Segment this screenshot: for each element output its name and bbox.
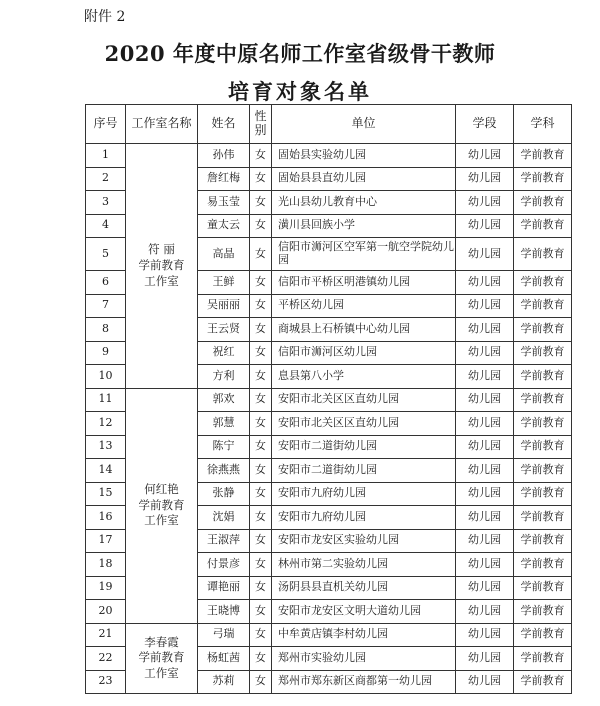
cell-unit: 安阳市九府幼儿园: [272, 482, 456, 506]
cell-stage: 幼儿园: [456, 647, 514, 671]
cell-stage: 幼儿园: [456, 191, 514, 215]
cell-no: 12: [86, 412, 126, 436]
cell-subject: 学前教育: [514, 435, 572, 459]
cell-no: 16: [86, 506, 126, 530]
cell-sex: 女: [250, 167, 272, 191]
cell-subject: 学前教育: [514, 214, 572, 238]
cell-stage: 幼儿园: [456, 365, 514, 389]
cell-name: 王淑萍: [198, 529, 250, 553]
studio-name-line: 符 丽: [148, 242, 175, 257]
studio-name-line: 工作室: [144, 513, 179, 528]
cell-subject: 学前教育: [514, 144, 572, 168]
table-row: [86, 388, 572, 412]
cell-stage: 幼儿园: [456, 388, 514, 412]
cell-sex: 女: [250, 318, 272, 342]
studio-name-line: 李春霞: [144, 634, 179, 649]
header-stage: 学段: [456, 105, 514, 144]
cell-name: 郭慧: [198, 412, 250, 436]
header-unit: 单位: [272, 105, 456, 144]
cell-sex: 女: [250, 435, 272, 459]
cell-unit: 安阳市北关区区直幼儿园: [272, 412, 456, 436]
cell-name: 付景彦: [198, 553, 250, 577]
cell-name: 易玉莹: [198, 191, 250, 215]
document-subtitle: 培育对象名单: [228, 79, 372, 104]
cell-sex: 女: [250, 576, 272, 600]
trainee-table: [85, 104, 572, 694]
cell-sex: 女: [250, 341, 272, 365]
cell-stage: 幼儿园: [456, 623, 514, 647]
cell-no: 7: [86, 294, 126, 318]
header-studio: 工作室名称: [126, 105, 198, 144]
cell-name: 弓瑞: [198, 623, 250, 647]
cell-name: 张静: [198, 482, 250, 506]
cell-subject: 学前教育: [514, 623, 572, 647]
cell-name: 谭艳丽: [198, 576, 250, 600]
cell-subject: 学前教育: [514, 318, 572, 342]
cell-sex: 女: [250, 294, 272, 318]
cell-no: 20: [86, 600, 126, 624]
cell-stage: 幼儿园: [456, 412, 514, 436]
cell-unit: 安阳市二道街幼儿园: [272, 435, 456, 459]
cell-subject: 学前教育: [514, 670, 572, 694]
cell-unit: 信阳市浉河区空军第一航空学院幼儿园: [272, 238, 456, 271]
cell-studio: [126, 388, 198, 623]
cell-unit: 光山县幼儿教育中心: [272, 191, 456, 215]
cell-sex: 女: [250, 271, 272, 295]
cell-unit: 商城县上石桥镇中心幼儿园: [272, 318, 456, 342]
studio-name-line: 工作室: [144, 273, 179, 288]
header-sex: 性别: [250, 105, 272, 144]
cell-no: 18: [86, 553, 126, 577]
cell-name: 陈宁: [198, 435, 250, 459]
cell-subject: 学前教育: [514, 341, 572, 365]
cell-name: 沈娟: [198, 506, 250, 530]
cell-unit: 林州市第二实验幼儿园: [272, 553, 456, 577]
header-subject: 学科: [514, 105, 572, 144]
cell-unit: 安阳市北关区区直幼儿园: [272, 388, 456, 412]
cell-stage: 幼儿园: [456, 318, 514, 342]
cell-name: 王鲜: [198, 271, 250, 295]
cell-stage: 幼儿园: [456, 482, 514, 506]
cell-unit: 潢川县回族小学: [272, 214, 456, 238]
cell-sex: 女: [250, 214, 272, 238]
cell-subject: 学前教育: [514, 529, 572, 553]
cell-studio: [126, 623, 198, 694]
cell-unit: 固始县县直幼儿园: [272, 167, 456, 191]
cell-stage: 幼儿园: [456, 238, 514, 271]
cell-stage: 幼儿园: [456, 459, 514, 483]
cell-no: 17: [86, 529, 126, 553]
cell-sex: 女: [250, 388, 272, 412]
cell-subject: 学前教育: [514, 600, 572, 624]
cell-no: 14: [86, 459, 126, 483]
cell-no: 9: [86, 341, 126, 365]
cell-unit: 安阳市九府幼儿园: [272, 506, 456, 530]
cell-name: 郭欢: [198, 388, 250, 412]
cell-unit: 汤阴县县直机关幼儿园: [272, 576, 456, 600]
cell-unit: 平桥区幼儿园: [272, 294, 456, 318]
cell-subject: 学前教育: [514, 459, 572, 483]
studio-name-line: 工作室: [144, 666, 179, 680]
cell-unit: 中牟黄店镇李村幼儿园: [272, 623, 456, 647]
cell-no: 4: [86, 214, 126, 238]
cell-sex: 女: [250, 647, 272, 671]
cell-stage: 幼儿园: [456, 600, 514, 624]
cell-unit: 固始县实验幼儿园: [272, 144, 456, 168]
cell-subject: 学前教育: [514, 365, 572, 389]
header-name: 姓名: [198, 105, 250, 144]
cell-no: 22: [86, 647, 126, 671]
cell-stage: 幼儿园: [456, 341, 514, 365]
cell-unit: 信阳市平桥区明港镇幼儿园: [272, 271, 456, 295]
cell-no: 5: [86, 238, 126, 271]
cell-no: 6: [86, 271, 126, 295]
studio-name-line: 何红艳: [144, 482, 179, 497]
cell-name: 徐燕燕: [198, 459, 250, 483]
cell-unit: 安阳市龙安区实验幼儿园: [272, 529, 456, 553]
cell-sex: 女: [250, 482, 272, 506]
cell-unit: 郑州市实验幼儿园: [272, 647, 456, 671]
cell-subject: 学前教育: [514, 271, 572, 295]
cell-name: 吴丽丽: [198, 294, 250, 318]
cell-no: 2: [86, 167, 126, 191]
cell-name: 苏莉: [198, 670, 250, 694]
cell-sex: 女: [250, 459, 272, 483]
cell-subject: 学前教育: [514, 388, 572, 412]
studio-name-line: 学前教育: [138, 257, 185, 272]
cell-name: 杨虹茜: [198, 647, 250, 671]
cell-no: 23: [86, 670, 126, 694]
cell-stage: 幼儿园: [456, 144, 514, 168]
header-no: 序号: [86, 105, 126, 144]
cell-name: 王云贤: [198, 318, 250, 342]
table-row: [86, 623, 572, 647]
cell-no: 21: [86, 623, 126, 647]
cell-unit: 郑州市郑东新区商都第一幼儿园: [272, 670, 456, 694]
attachment-label: 附件 2: [84, 9, 126, 25]
cell-subject: 学前教育: [514, 294, 572, 318]
table-row: [86, 144, 572, 168]
cell-no: 15: [86, 482, 126, 506]
cell-no: 19: [86, 576, 126, 600]
cell-name: 童太云: [198, 214, 250, 238]
cell-no: 1: [86, 144, 126, 168]
studio-name-line: 学前教育: [138, 497, 185, 512]
cell-stage: 幼儿园: [456, 529, 514, 553]
cell-subject: 学前教育: [514, 412, 572, 436]
cell-sex: 女: [250, 506, 272, 530]
cell-subject: 学前教育: [514, 167, 572, 191]
cell-stage: 幼儿园: [456, 435, 514, 459]
cell-no: 3: [86, 191, 126, 215]
document-title: 2020 年度中原名师工作室省级骨干教师: [104, 41, 496, 66]
cell-subject: 学前教育: [514, 191, 572, 215]
cell-stage: 幼儿园: [456, 506, 514, 530]
cell-sex: 女: [250, 600, 272, 624]
cell-sex: 女: [250, 144, 272, 168]
cell-subject: 学前教育: [514, 553, 572, 577]
cell-sex: 女: [250, 529, 272, 553]
cell-name: 王晓博: [198, 600, 250, 624]
cell-stage: 幼儿园: [456, 167, 514, 191]
cell-unit: 安阳市龙安区文明大道幼儿园: [272, 600, 456, 624]
cell-unit: 安阳市二道街幼儿园: [272, 459, 456, 483]
cell-subject: 学前教育: [514, 576, 572, 600]
table-header-row: [86, 105, 572, 144]
cell-name: 詹红梅: [198, 167, 250, 191]
cell-subject: 学前教育: [514, 482, 572, 506]
cell-sex: 女: [250, 365, 272, 389]
cell-name: 方利: [198, 365, 250, 389]
cell-no: 13: [86, 435, 126, 459]
cell-name: 高晶: [198, 238, 250, 271]
cell-subject: 学前教育: [514, 238, 572, 271]
cell-stage: 幼儿园: [456, 294, 514, 318]
cell-sex: 女: [250, 553, 272, 577]
cell-stage: 幼儿园: [456, 553, 514, 577]
cell-no: 10: [86, 365, 126, 389]
cell-stage: 幼儿园: [456, 576, 514, 600]
cell-stage: 幼儿园: [456, 271, 514, 295]
cell-no: 11: [86, 388, 126, 412]
cell-no: 8: [86, 318, 126, 342]
cell-name: 孙伟: [198, 144, 250, 168]
cell-sex: 女: [250, 623, 272, 647]
cell-sex: 女: [250, 412, 272, 436]
cell-sex: 女: [250, 670, 272, 694]
cell-stage: 幼儿园: [456, 214, 514, 238]
cell-sex: 女: [250, 238, 272, 271]
cell-unit: 息县第八小学: [272, 365, 456, 389]
cell-subject: 学前教育: [514, 506, 572, 530]
cell-name: 祝红: [198, 341, 250, 365]
cell-studio: [126, 144, 198, 389]
cell-subject: 学前教育: [514, 647, 572, 671]
cell-sex: 女: [250, 191, 272, 215]
table-body: [86, 144, 572, 694]
studio-name-line: 学前教育: [138, 650, 185, 665]
cell-stage: 幼儿园: [456, 670, 514, 694]
cell-unit: 信阳市浉河区幼儿园: [272, 341, 456, 365]
